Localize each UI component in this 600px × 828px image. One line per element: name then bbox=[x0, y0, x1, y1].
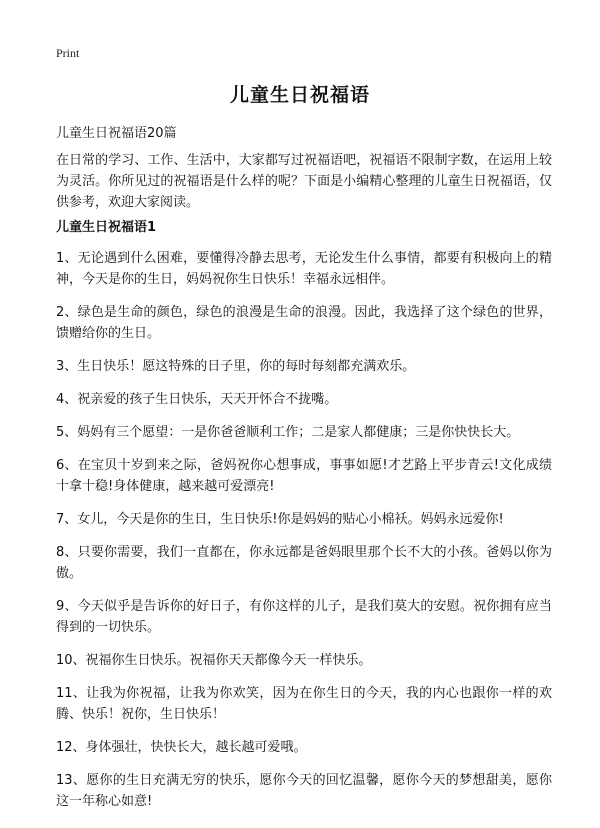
list-item: 5、妈妈有三个愿望：一是你爸爸顺利工作；二是家人都健康；三是你快快长大。 bbox=[56, 425, 520, 440]
list-item: 3、生日快乐！愿这特殊的日子里，你的每时每刻都充满欢乐。 bbox=[56, 359, 416, 374]
list-item: 4、祝亲爱的孩子生日快乐，天天开怀合不拢嘴。 bbox=[56, 392, 338, 407]
list-item: 1、无论遇到什么困难，要懂得冷静去思考，无论发生什么事情，都要有积极向上的精神，今天是你的生日，妈妈祝你生日快乐！幸福永远相伴。 bbox=[56, 251, 552, 287]
list-item: 7、女儿，今天是你的生日，生日快乐!你是妈妈的贴心小棉袄。妈妈永远爱你! bbox=[56, 512, 504, 527]
intro-paragraph: 在日常的学习、工作、生活中，大家都写过祝福语吧，祝福语不限制字数，在运用上较为灵活。你所见过的祝福语是什么样的呢？下面是小编精心整理的儿童生日祝福语，仅供参考，欢迎大家阅读。 bbox=[56, 153, 552, 210]
print-link[interactable]: Print bbox=[56, 46, 80, 60]
list-item: 6、在宝贝十岁到来之际，爸妈祝你心想事成，事事如愿!才艺路上平步青云!文化成绩十拿十稳!身体健康，越来越可爱漂亮! bbox=[56, 458, 552, 494]
section-heading: 儿童生日祝福语1 bbox=[56, 220, 157, 235]
list-item: 8、只要你需要，我们一直都在，你永远都是爸妈眼里那个长不大的小孩。爸妈以你为傲。 bbox=[56, 545, 552, 581]
list-item: 2、绿色是生命的颜色，绿色的浪漫是生命的浪漫。因此，我选择了这个绿色的世界，馈赠给你的生日。 bbox=[56, 305, 552, 341]
page-subtitle: 儿童生日祝福语20篇 bbox=[56, 126, 177, 141]
page-title: 儿童生日祝福语 bbox=[229, 84, 370, 106]
list-item: 12、身体强壮，快快长大，越长越可爱哦。 bbox=[56, 740, 307, 755]
list-item: 10、祝福你生日快乐。祝福你天天都像今天一样快乐。 bbox=[56, 653, 372, 668]
list-item: 11、让我为你祝福，让我为你欢笑，因为在你生日的今天，我的内心也跟你一样的欢腾、快乐！祝你，生日快乐！ bbox=[56, 686, 552, 722]
wish-list bbox=[56, 248, 552, 824]
list-item: 9、今天似乎是告诉你的好日子，有你这样的儿子，是我们莫大的安慰。祝你拥有应当得到的一切快乐。 bbox=[56, 599, 552, 635]
list-item: 13、愿你的生日充满无穷的快乐，愿你今天的回忆温馨，愿你今天的梦想甜美，愿你这一年称心如意! bbox=[56, 773, 552, 809]
